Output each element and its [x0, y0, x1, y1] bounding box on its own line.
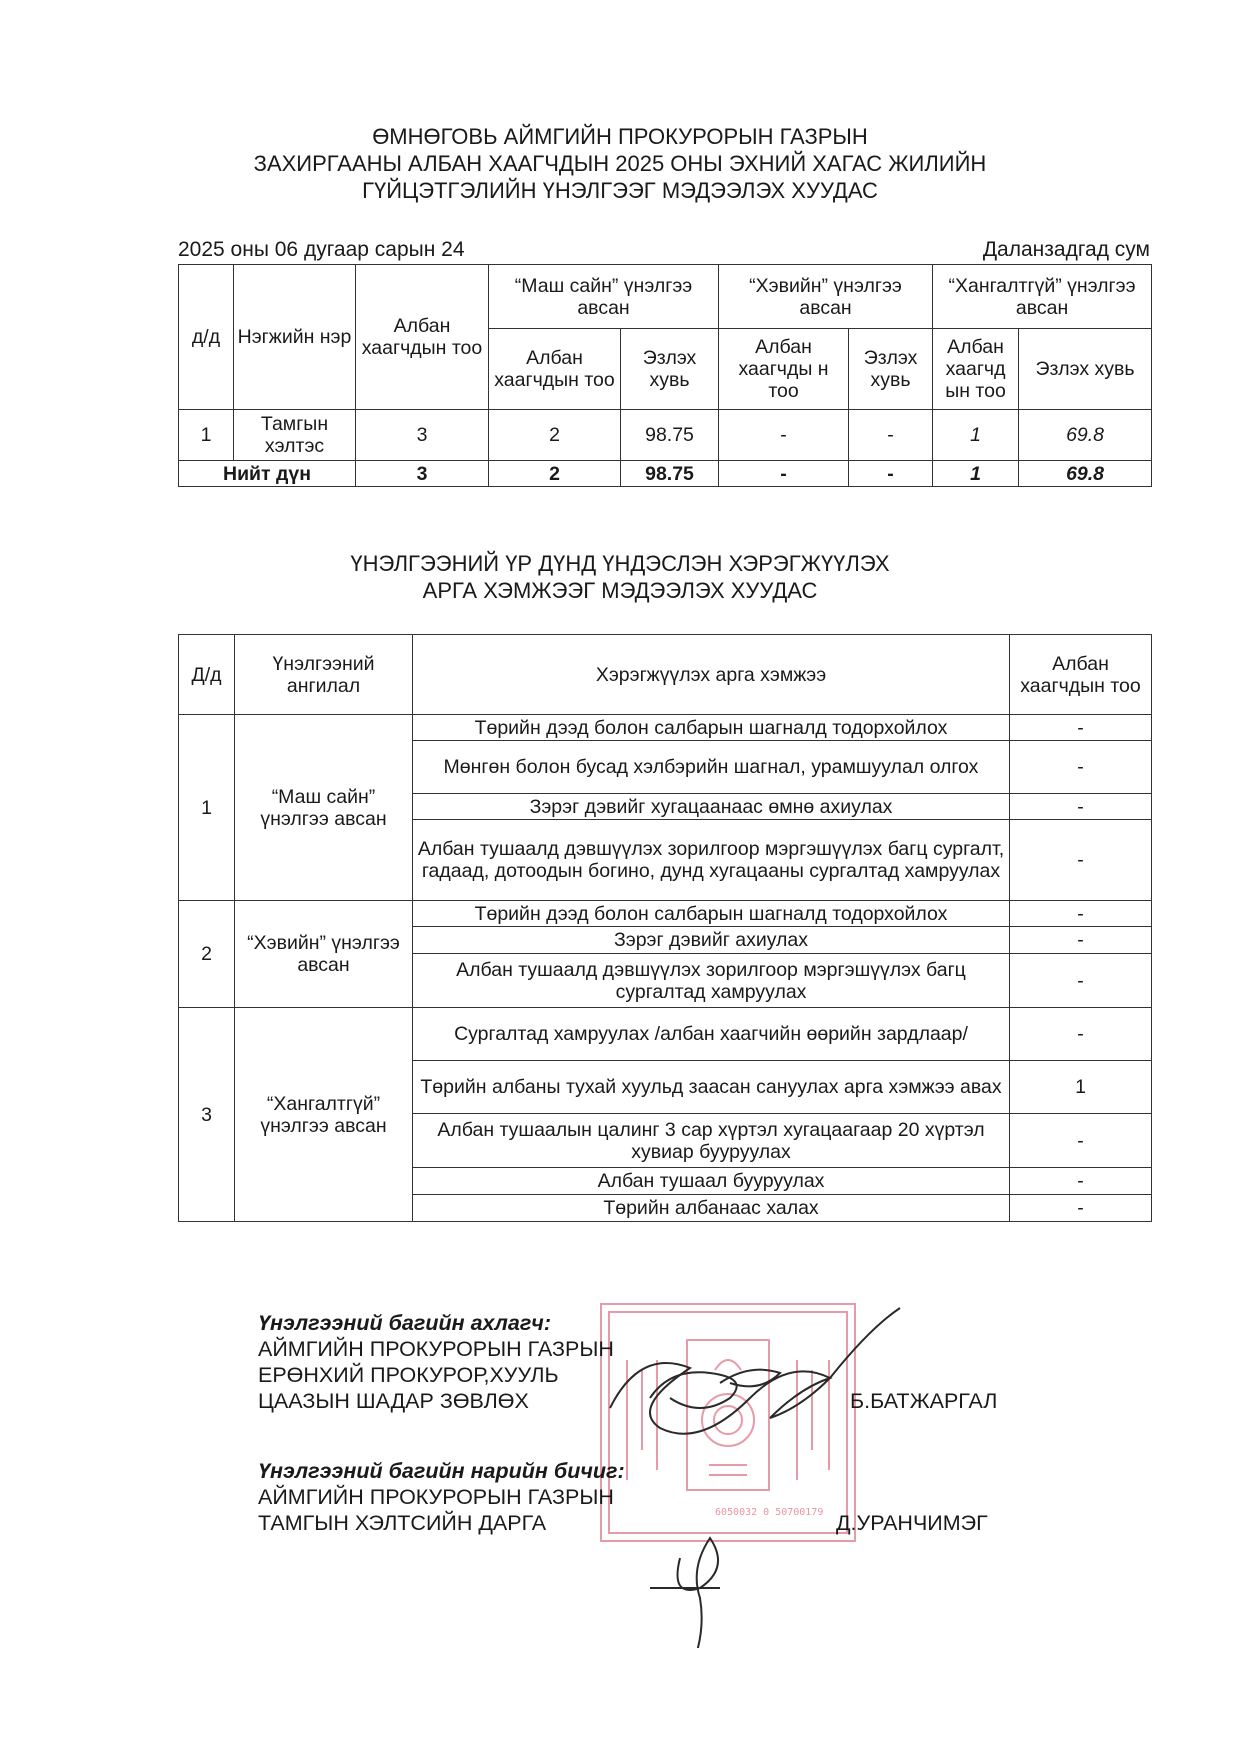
count-cell: - [1010, 715, 1152, 741]
signature-line: ЦААЗЫН ШАДАР ЗӨВЛӨХ [258, 1389, 529, 1413]
subheader-share: Эзлэх хувь [849, 329, 933, 410]
cell-count: 3 [356, 410, 489, 461]
total-n-count: - [719, 461, 849, 487]
cell-u-share: 69.8 [1019, 410, 1152, 461]
cell-vg-count: 2 [489, 410, 621, 461]
header-num: Д/д [179, 635, 235, 715]
total-count: 3 [356, 461, 489, 487]
total-u-count: 1 [933, 461, 1019, 487]
count-cell: - [1010, 1008, 1152, 1061]
header-very-good: “Маш сайн” үнэлгээ авсан [489, 265, 719, 329]
measures-table [178, 634, 1152, 1222]
total-label: Нийт дүн [179, 461, 356, 487]
measure-cell: Төрийн дээд болон салбарын шагналд тодорхойлох [413, 715, 1010, 741]
measure-cell: Мөнгөн болон бусад хэлбэрийн шагнал, урамшуулал олгох [413, 741, 1010, 794]
handwritten-signatures [590, 1288, 950, 1648]
count-cell: - [1010, 954, 1152, 1008]
table-row [179, 901, 1152, 927]
subheader-share: Эзлэх хувь [621, 329, 719, 410]
table-row [179, 1008, 1152, 1061]
section-title [0, 550, 1240, 604]
count-cell: - [1010, 1168, 1152, 1195]
cell-unit: Тамгын хэлтэс [234, 410, 356, 461]
header-count: Албан хаагчдын тоо [1010, 635, 1152, 715]
total-row [179, 461, 1152, 487]
header-category: Үнэлгээний ангилал [235, 635, 413, 715]
stamp-number: 6050032 0 50700179 [715, 1507, 824, 1518]
header-normal: “Хэвийн” үнэлгээ авсан [719, 265, 933, 329]
measure-cell: Албан тушаалд дэвшүүлэх зорилгоор мэргэшүүлэх багц сургалт, гадаад, дотоодын богино, дунд хугацааны сургалтад хамруулах [413, 820, 1010, 901]
group-num: 2 [179, 901, 235, 1008]
subheader-count: Албан хаагчдын тоо [489, 329, 621, 410]
count-cell: - [1010, 820, 1152, 901]
total-vg-share: 98.75 [621, 461, 719, 487]
title-line: ЗАХИРГААНЫ АЛБАН ХААГЧДЫН 2025 ОНЫ ЭХНИЙ ХАГАС ЖИЛИЙН [253, 151, 987, 176]
cell-n-share: - [849, 410, 933, 461]
table-row [179, 715, 1152, 741]
cell-u-count: 1 [933, 410, 1019, 461]
measure-cell: Сургалтад хамруулах /албан хаагчийн өөрийн зардлаар/ [413, 1008, 1010, 1061]
header-unsatisfactory: “Хангалтгүй” үнэлгээ авсан [933, 265, 1152, 329]
cell-num: 1 [179, 410, 234, 461]
cell-vg-share: 98.75 [621, 410, 719, 461]
measure-cell: Зэрэг дэвийг хугацаанаас өмнө ахиулах [413, 794, 1010, 820]
count-cell: - [1010, 741, 1152, 794]
group-category: “Хангалтгүй” үнэлгээ авсан [235, 1008, 413, 1222]
signature-role: Үнэлгээний багийн ахлагч: [258, 1311, 551, 1335]
signatory-name: Б.БАТЖАРГАЛ [850, 1389, 998, 1413]
subheader-count: Албан хаагчд ын тоо [933, 329, 1019, 410]
signature-line: АЙМГИЙН ПРОКУРОРЫН ГАЗРЫН [258, 1337, 614, 1361]
document-place: Даланзадгад сум [982, 238, 1150, 261]
total-vg-count: 2 [489, 461, 621, 487]
measure-cell: Албан тушаалын цалинг 3 сар хүртэл хугацаагаар 20 хүртэл хувиар бууруулах [413, 1114, 1010, 1168]
total-u-share: 69.8 [1019, 461, 1152, 487]
total-n-share: - [849, 461, 933, 487]
date-line [178, 238, 1150, 264]
table-row [179, 410, 1152, 461]
count-cell: - [1010, 794, 1152, 820]
title-line: ГҮЙЦЭТГЭЛИЙН ҮНЭЛГЭЭГ МЭДЭЭЛЭХ ХУУДАС [362, 178, 878, 203]
measure-cell: Төрийн албанаас халах [413, 1195, 1010, 1222]
title-line: ҮНЭЛГЭЭНИЙ ҮР ДҮНД ҮНДЭСЛЭН ХЭРЭГЖҮҮЛЭХ [350, 551, 890, 576]
group-category: “Хэвийн” үнэлгээ авсан [235, 901, 413, 1008]
measure-cell: Албан тушаалд дэвшүүлэх зорилгоор мэргэшүүлэх багц сургалтад хамруулах [413, 954, 1010, 1008]
measure-cell: Төрийн дээд болон салбарын шагналд тодорхойлох [413, 901, 1010, 927]
header-unit: Нэгжийн нэр [234, 265, 356, 410]
count-cell: 1 [1010, 1061, 1152, 1114]
subheader-count: Албан хаагчды н тоо [719, 329, 849, 410]
header-num: д/д [179, 265, 234, 410]
title-line: ӨМНӨГОВЬ АЙМГИЙН ПРОКУРОРЫН ГАЗРЫН [372, 124, 868, 149]
measure-cell: Төрийн албаны тухай хуульд заасан сануулах арга хэмжээ авах [413, 1061, 1010, 1114]
group-category: “Маш сайн” үнэлгээ авсан [235, 715, 413, 901]
title-line: АРГА ХЭМЖЭЭГ МЭДЭЭЛЭХ ХУУДАС [422, 578, 818, 603]
count-cell: - [1010, 1114, 1152, 1168]
cell-n-count: - [719, 410, 849, 461]
measure-cell: Зэрэг дэвийг ахиулах [413, 927, 1010, 954]
leader-signature-block [258, 1310, 998, 1414]
group-num: 3 [179, 1008, 235, 1222]
subheader-share: Эзлэх хувь [1019, 329, 1152, 410]
signature-line: ТАМГЫН ХЭЛТСИЙН ДАРГА [258, 1511, 547, 1535]
signatory-name: Д.УРАНЧИМЭГ [836, 1511, 988, 1535]
signature-line: ЕРӨНХИЙ ПРОКУРОР,ХУУЛЬ [258, 1363, 559, 1387]
count-cell: - [1010, 1195, 1152, 1222]
count-cell: - [1010, 927, 1152, 954]
document-title [0, 123, 1240, 204]
document-date: 2025 оны 06 дугаар сарын 24 [178, 238, 465, 261]
evaluation-summary-table [178, 264, 1152, 487]
measure-cell: Албан тушаал бууруулах [413, 1168, 1010, 1195]
secretary-signature-scribble [650, 1538, 720, 1648]
signature-role: Үнэлгээний багийн нарийн бичиг: [258, 1459, 625, 1483]
signature-line: АЙМГИЙН ПРОКУРОРЫН ГАЗРЫН [258, 1485, 614, 1509]
count-cell: - [1010, 901, 1152, 927]
header-measure: Хэрэгжүүлэх арга хэмжээ [413, 635, 1010, 715]
group-num: 1 [179, 715, 235, 901]
header-count: Албан хаагчдын тоо [356, 265, 489, 410]
